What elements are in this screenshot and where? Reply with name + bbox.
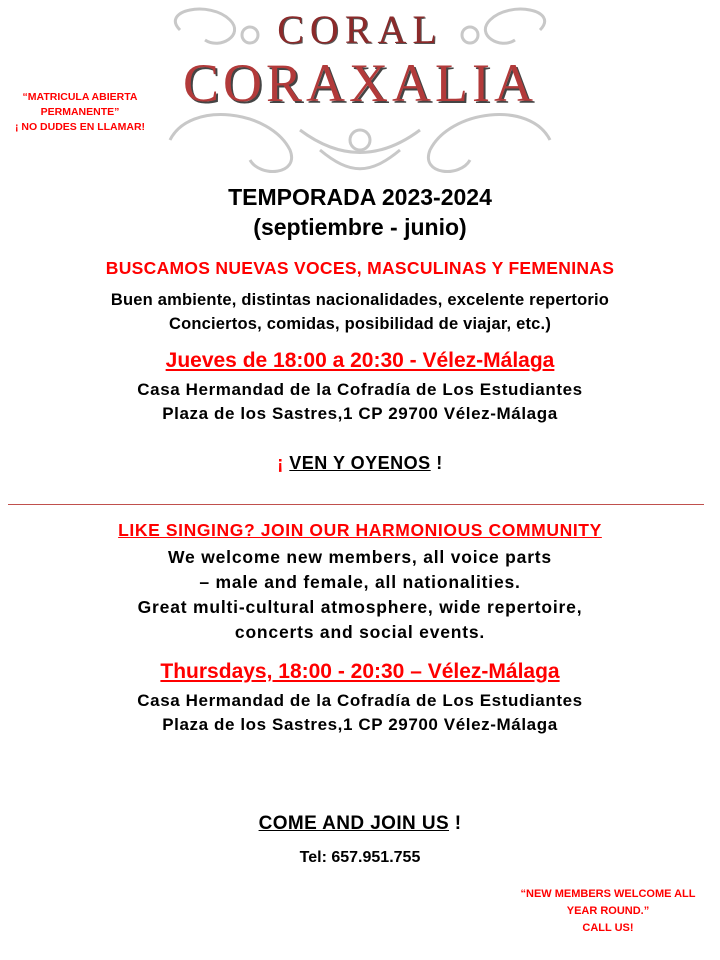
english-line1: We welcome new members, all voice parts: [168, 547, 552, 567]
spanish-cta-suffix: !: [430, 453, 443, 473]
english-cta-main: COME AND JOIN US: [258, 813, 450, 834]
english-call-to-action: [0, 813, 720, 835]
logo-coral-text: CORAL: [277, 7, 443, 52]
section-divider: [8, 504, 704, 505]
english-headline: LIKE SINGING? JOIN OUR HARMONIOUS COMMUNITY: [118, 520, 602, 540]
welcome-note: [500, 886, 716, 937]
english-address-line1: Casa Hermandad de la Cofradía de Los Estudiantes: [137, 691, 583, 710]
welcome-note-line3: CALL US!: [582, 922, 634, 934]
logo: [150, 0, 570, 180]
english-address: [0, 689, 720, 737]
spanish-line2: Conciertos, comidas, posibilidad de viajar, etc.): [168, 315, 552, 333]
spanish-schedule: Jueves de 18:00 a 20:30 - Vélez-Málaga: [165, 349, 555, 372]
spanish-cta-prefix: ¡: [277, 453, 290, 473]
english-cta-suffix: !: [449, 813, 462, 834]
spanish-address-line1: Casa Hermandad de la Cofradía de Los Estudiantes: [137, 380, 583, 399]
spanish-call-to-action: [0, 453, 720, 474]
spanish-address: [0, 378, 720, 426]
telephone: Tel: 657.951.755: [299, 849, 421, 866]
english-description: [0, 545, 720, 645]
english-line3: Great multi-cultural atmosphere, wide repertoire,: [137, 597, 583, 617]
logo-coraxalia-text: CORAXALIA: [183, 53, 537, 113]
welcome-note-line2: YEAR ROUND.”: [566, 905, 650, 917]
english-schedule: Thursdays, 18:00 - 20:30 – Vélez-Málaga: [160, 660, 560, 683]
season-heading: [0, 182, 720, 242]
spanish-description: [0, 288, 720, 336]
spanish-address-line2: Plaza de los Sastres,1 CP 29700 Vélez-Málaga: [162, 404, 558, 423]
english-line4: concerts and social events.: [234, 622, 486, 642]
enrollment-note-line1: “MATRICULA ABIERTA: [22, 91, 138, 103]
season-title: TEMPORADA 2023-2024: [228, 184, 492, 210]
spanish-line1: Buen ambiente, distintas nacionalidades, excelente repertorio: [110, 291, 610, 309]
english-line2: – male and female, all nationalities.: [199, 572, 521, 592]
spanish-headline: BUSCAMOS NUEVAS VOCES, MASCULINAS Y FEMENINAS: [105, 258, 615, 278]
welcome-note-line1: “NEW MEMBERS WELCOME ALL: [520, 888, 696, 900]
english-address-line2: Plaza de los Sastres,1 CP 29700 Vélez-Málaga: [162, 715, 558, 734]
spanish-cta-main: VEN Y OYENOS: [289, 453, 431, 473]
enrollment-note-line2: PERMANENTE”: [40, 106, 120, 118]
enrollment-note-line3: ¡ NO DUDES EN LLAMAR!: [14, 121, 146, 133]
enrollment-note: [0, 90, 160, 135]
season-months: (septiembre - junio): [253, 214, 467, 240]
